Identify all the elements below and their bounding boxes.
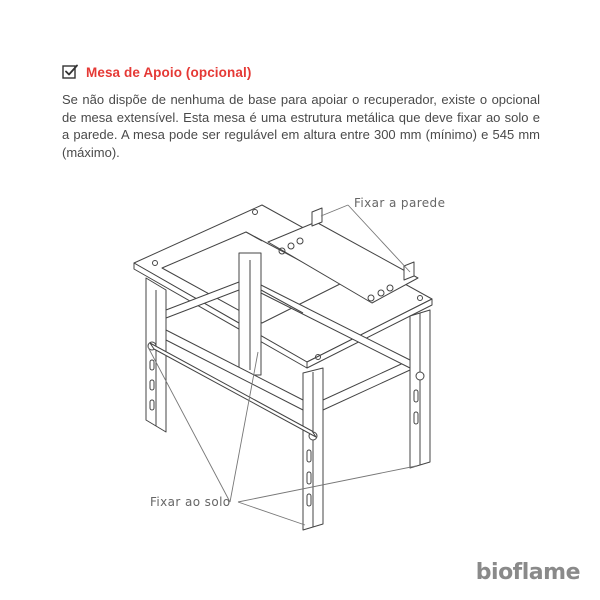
description-paragraph: Se não dispõe de nenhuma de base para apoiar o recuperador, existe o opcional de mesa extensível. Esta mesa é uma estrutura metálica que deve fixar ao solo e a parede. A mesa pode ser regulável em altura entre 300 mm (mínimo) e 545 mm (máximo). (62, 92, 540, 160)
callout-wall-label: Fixar a parede (354, 196, 446, 210)
section-title: Mesa de Apoio (opcional) (86, 64, 252, 80)
callout-floor-label: Fixar ao solo (150, 495, 231, 509)
brand-logo: bioflame (475, 560, 580, 585)
